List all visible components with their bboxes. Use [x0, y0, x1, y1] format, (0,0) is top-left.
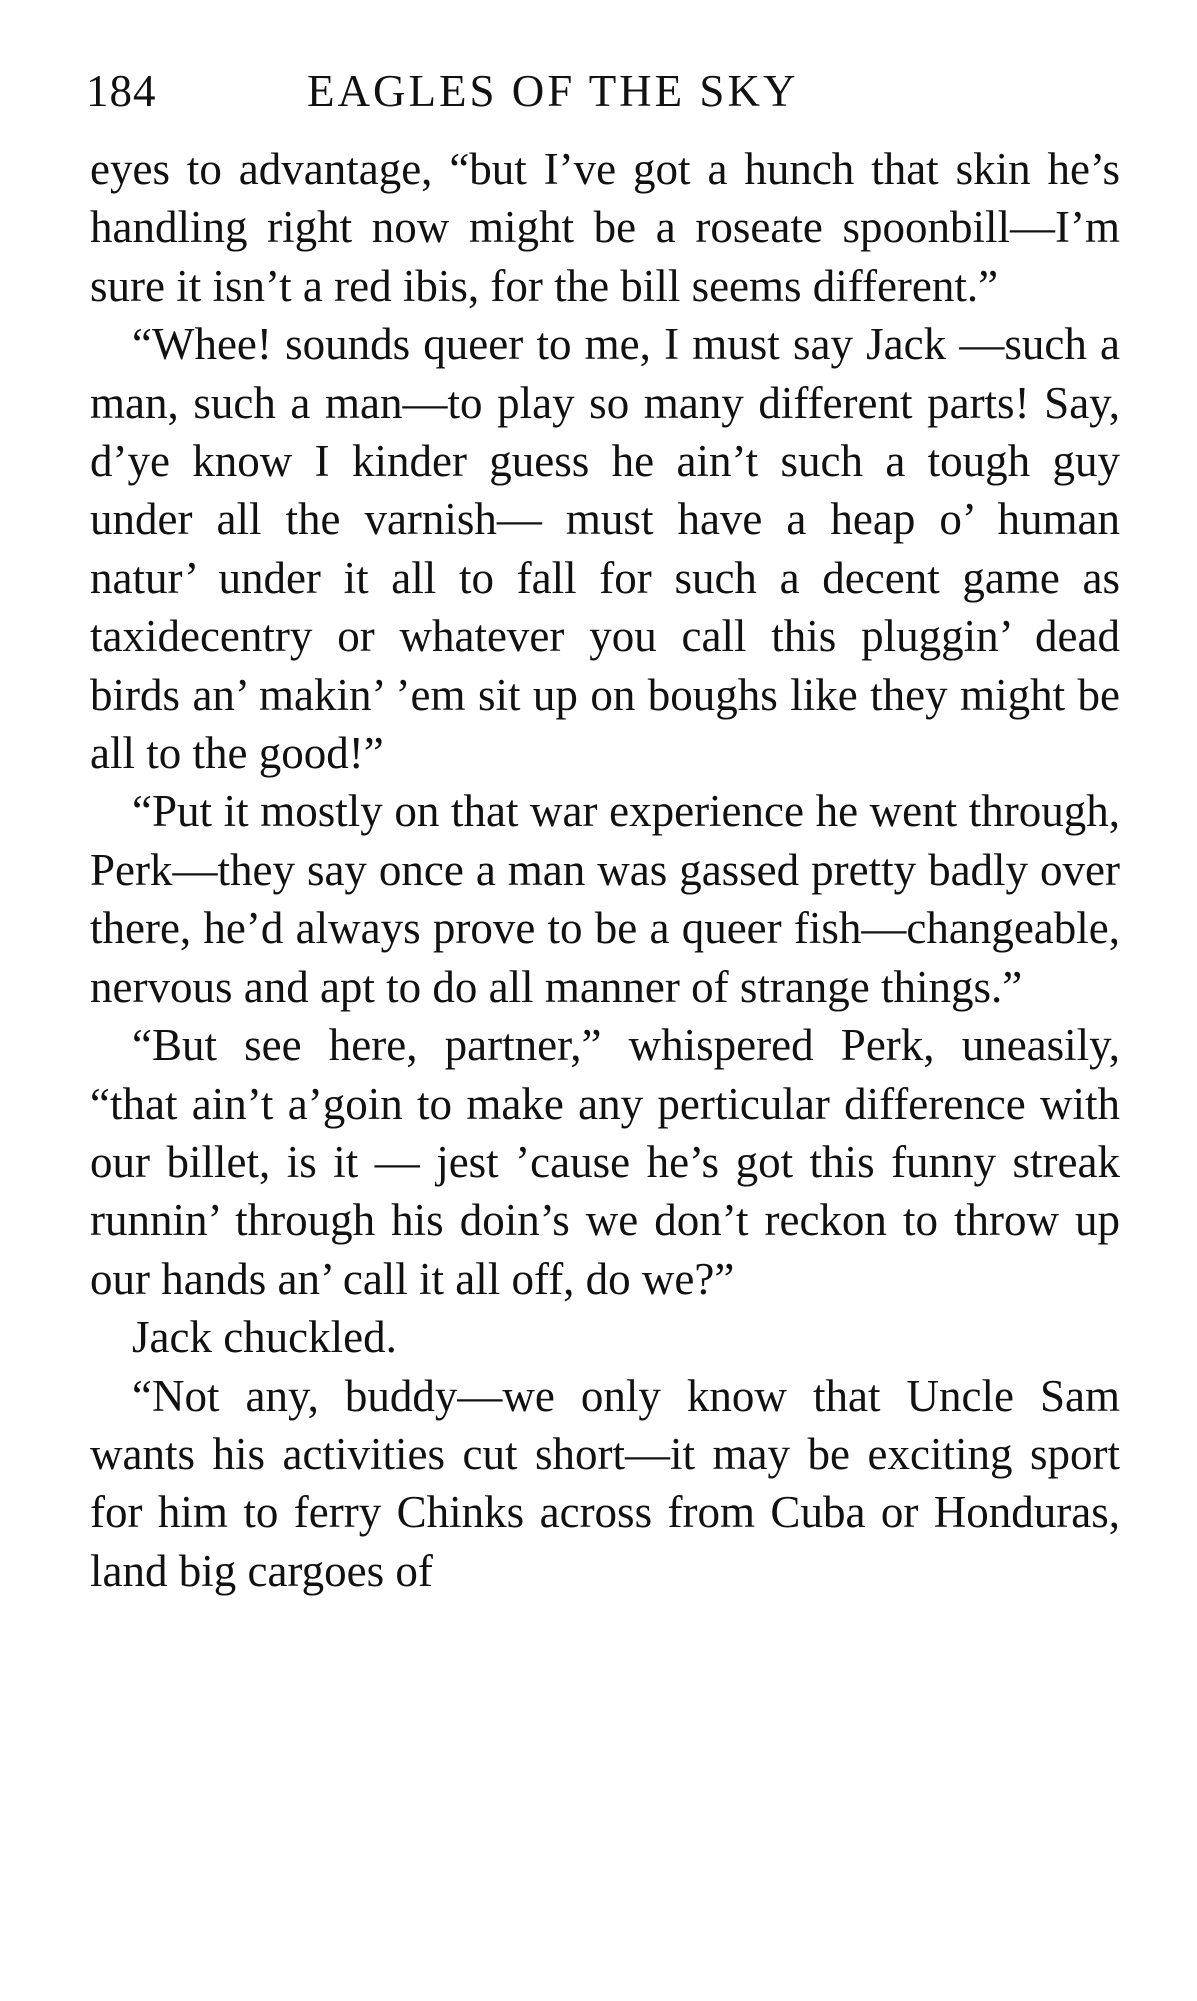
paragraph: Jack chuckled. — [132, 1312, 397, 1363]
paragraph: “But see here, partner,” whispered Perk, uneasily, “that ain’t a’goin to make any perticular difference with our billet, is it — jest ’cause he’s got this funny streak runnin’ through his doin’s we don’t reckon to throw up our hands an’ call it all off, do we?” — [90, 1020, 1120, 1304]
paragraph: “Put it mostly on that war experience he went through, Perk—they say once a man was gassed pretty badly over there, he’d always prove to be a queer fish—changeable, nervous and apt to do all manner of strange things.” — [90, 786, 1120, 1012]
page-header — [86, 58, 1126, 124]
paragraph: “Whee! sounds queer to me, I must say Jack —such a man, such a man—to play so many different parts! Say, d’ye know I kinder guess he ain’t such a tough guy under all the varnish— must have a heap o’ human natur’ under it all to fall for such a decent game as taxidecentry or whatever you call this pluggin’ dead birds an’ makin’ ’em sit up on boughs like they might be all to the good!” — [90, 319, 1120, 779]
paragraph: “Not any, buddy—we only know that Uncle Sam wants his activities cut short—it may be exciting sport for him to ferry Chinks across from Cuba or Honduras, land big cargoes of — [90, 1370, 1120, 1596]
paragraph-continuation: eyes to advantage, “but I’ve got a hunch that skin he’s handling right now might be a roseate spoonbill—I’m sure it isn’t a red ibis, for the bill seems different.” — [90, 144, 1120, 311]
body-text — [90, 140, 1120, 1600]
running-head: EAGLES OF THE SKY — [307, 66, 799, 116]
page-number: 184 — [86, 66, 157, 116]
